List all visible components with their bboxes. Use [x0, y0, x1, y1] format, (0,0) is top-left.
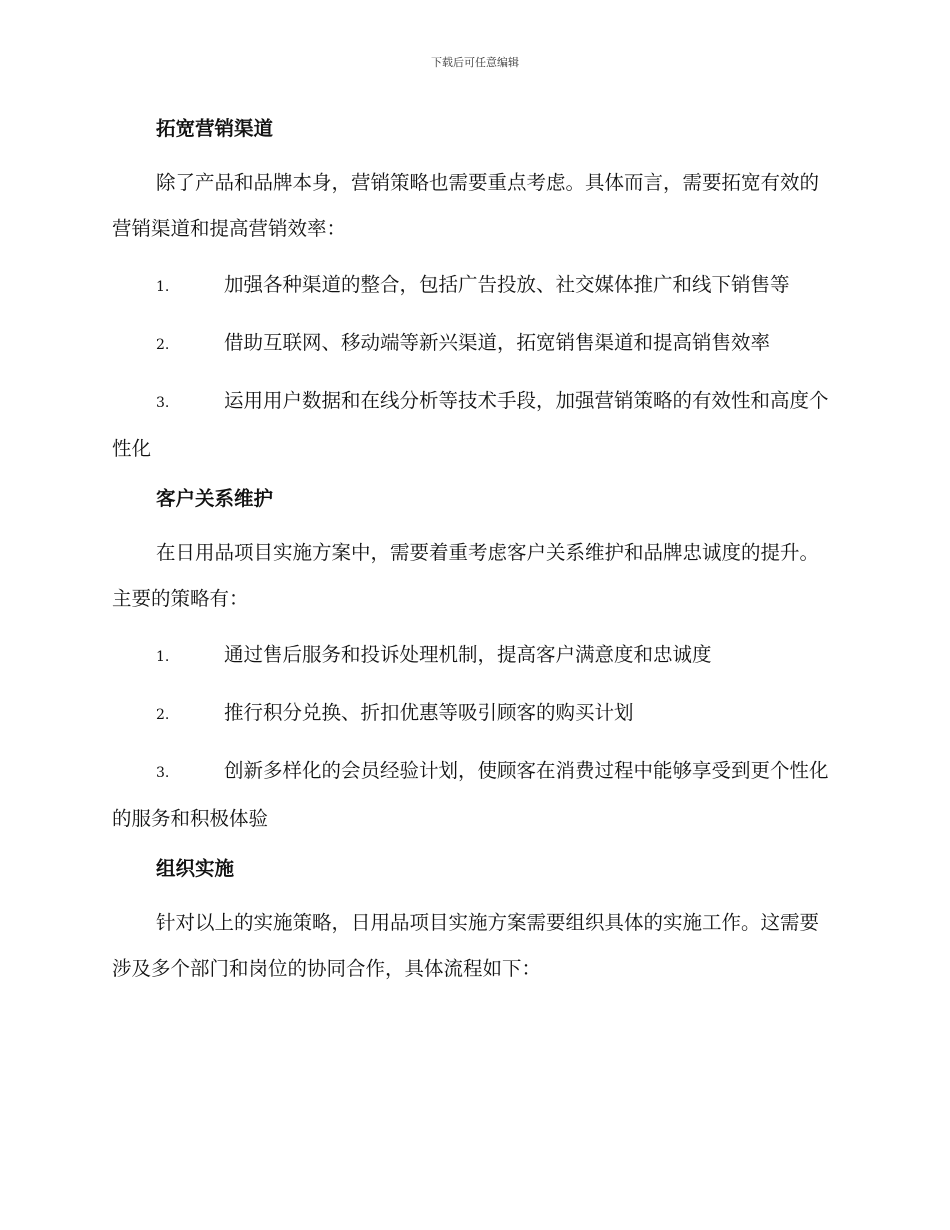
list-number: 2.	[156, 707, 170, 723]
section-heading: 拓宽营销渠道	[156, 117, 274, 140]
list-text: 通过售后服务和投诉处理机制，提高客户满意度和忠诚度	[224, 643, 712, 666]
list-number: 1.	[156, 279, 170, 295]
list-item	[112, 690, 832, 738]
section-heading: 客户关系维护	[156, 487, 274, 510]
document-body	[112, 112, 832, 992]
section-intro: 针对以上的实施策略，日用品项目实施方案需要组织具体的实施工作。这需要涉及多个部门和岗位的协同合作，具体流程如下：	[112, 911, 820, 980]
list-item	[112, 262, 832, 310]
section-intro: 在日用品项目实施方案中，需要着重考虑客户关系维护和品牌忠诚度的提升。主要的策略有：	[112, 541, 820, 610]
section-heading: 组织实施	[156, 857, 235, 880]
list-text: 借助互联网、移动端等新兴渠道，拓宽销售渠道和提高销售效率	[224, 331, 771, 354]
list-number: 3.	[156, 395, 170, 411]
list-number: 2.	[156, 337, 170, 353]
list-item	[112, 748, 832, 842]
page-header: 下载后可任意编辑	[431, 56, 519, 69]
list-text: 加强各种渠道的整合，包括广告投放、社交媒体推广和线下销售等	[224, 273, 790, 296]
list-item	[112, 378, 832, 472]
list-number: 3.	[156, 765, 170, 781]
list-text: 运用用户数据和在线分析等技术手段，加强营销策略的有效性和高度个性化	[112, 389, 829, 460]
list-text: 推行积分兑换、折扣优惠等吸引顾客的购买计划	[224, 701, 634, 724]
list-item	[112, 632, 832, 680]
list-number: 1.	[156, 649, 170, 665]
section-intro: 除了产品和品牌本身，营销策略也需要重点考虑。具体而言，需要拓宽有效的营销渠道和提高营销效率：	[112, 171, 820, 240]
list-text: 创新多样化的会员经验计划，使顾客在消费过程中能够享受到更个性化的服务和积极体验	[112, 759, 829, 830]
list-item	[112, 320, 832, 368]
